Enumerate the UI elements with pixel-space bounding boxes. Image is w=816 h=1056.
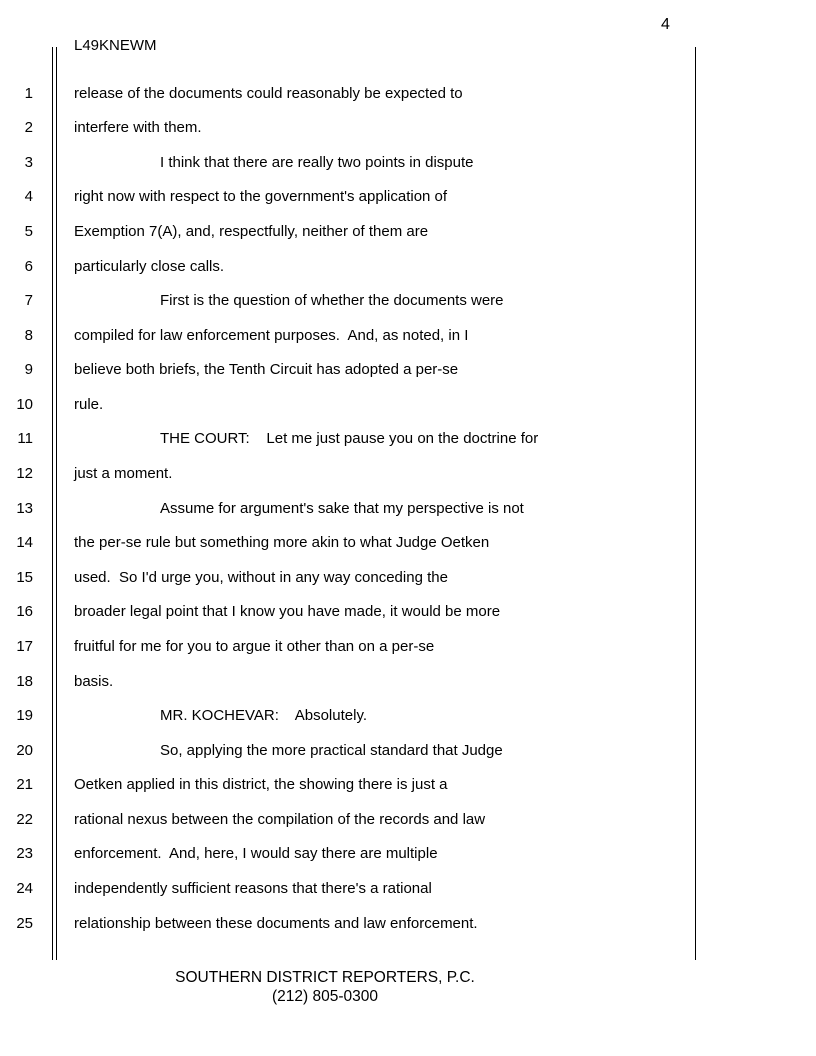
- line-text: rule.: [74, 396, 104, 413]
- line-text: the per-se rule but something more akin to what Judge Oetken: [74, 534, 490, 551]
- transcript-line: [0, 327, 700, 347]
- line-number: 16: [16, 603, 33, 620]
- transcript-line: [0, 430, 700, 450]
- transcript-line: [0, 465, 700, 485]
- transcript-line: [0, 880, 700, 900]
- line-number: 15: [16, 569, 33, 586]
- transcript-line: [0, 223, 700, 243]
- line-text: So, applying the more practical standard that Judge: [160, 742, 503, 759]
- line-text: fruitful for me for you to argue it other than on a per-se: [74, 638, 435, 655]
- line-number: 3: [24, 154, 33, 171]
- line-text: particularly close calls.: [74, 258, 225, 275]
- line-number: 4: [24, 188, 33, 205]
- line-text: independently sufficient reasons that there's a rational: [74, 880, 432, 897]
- line-text: MR. KOCHEVAR: Absolutely.: [160, 707, 368, 724]
- line-number: 18: [16, 673, 33, 690]
- line-text: I think that there are really two points in dispute: [160, 154, 474, 171]
- line-number: 11: [17, 430, 33, 447]
- line-text: believe both briefs, the Tenth Circuit has adopted a per-se: [74, 361, 459, 378]
- line-text: interfere with them.: [74, 119, 202, 136]
- line-number: 6: [24, 258, 33, 275]
- line-number: 1: [24, 85, 33, 102]
- transcript-line: [0, 258, 700, 278]
- transcript-line: [0, 500, 700, 520]
- line-number: 13: [16, 500, 33, 517]
- transcript-line: [0, 119, 700, 139]
- transcript-line: [0, 707, 700, 727]
- line-text: rational nexus between the compilation of the records and law: [74, 811, 486, 828]
- line-text: First is the question of whether the documents were: [160, 292, 504, 309]
- line-text: basis.: [74, 673, 114, 690]
- line-number: 2: [24, 119, 33, 136]
- line-number: 21: [16, 776, 33, 793]
- line-number: 24: [16, 880, 33, 897]
- transcript-line: [0, 742, 700, 762]
- line-text: compiled for law enforcement purposes. And, as noted, in I: [74, 327, 469, 344]
- line-text: used. So I'd urge you, without in any way conceding the: [74, 569, 448, 586]
- transcript-line: [0, 603, 700, 623]
- line-number: 10: [16, 396, 33, 413]
- line-number: 17: [16, 638, 33, 655]
- line-text: release of the documents could reasonably be expected to: [74, 85, 463, 102]
- line-number: 5: [24, 223, 33, 240]
- line-text: relationship between these documents and law enforcement.: [74, 915, 478, 932]
- transcript-line: [0, 776, 700, 796]
- line-text: right now with respect to the government's application of: [74, 188, 448, 205]
- line-number: 8: [24, 327, 33, 344]
- line-text: broader legal point that I know you have made, it would be more: [74, 603, 501, 620]
- line-number: 12: [16, 465, 33, 482]
- line-number: 9: [24, 361, 33, 378]
- reporter-footer: [0, 968, 650, 1006]
- transcript-line: [0, 673, 700, 693]
- line-number: 23: [16, 845, 33, 862]
- transcript-line: [0, 811, 700, 831]
- page-number: 4: [661, 16, 670, 33]
- case-id: L49KNEWM: [74, 37, 157, 54]
- transcript-line: [0, 915, 700, 935]
- line-number: 25: [16, 915, 33, 932]
- line-text: enforcement. And, here, I would say there are multiple: [74, 845, 438, 862]
- transcript-line: [0, 396, 700, 416]
- transcript-line: [0, 85, 700, 105]
- transcript-line: [0, 361, 700, 381]
- line-number: 7: [24, 292, 33, 309]
- transcript-line: [0, 569, 700, 589]
- transcript-line: [0, 292, 700, 312]
- line-number: 19: [16, 707, 33, 724]
- transcript-line: [0, 154, 700, 174]
- reporter-phone: (212) 805-0300: [272, 988, 378, 1005]
- transcript-line: [0, 534, 700, 554]
- transcript-line: [0, 845, 700, 865]
- line-text: Exemption 7(A), and, respectfully, neither of them are: [74, 223, 429, 240]
- transcript-line: [0, 188, 700, 208]
- line-number: 22: [16, 811, 33, 828]
- line-text: THE COURT: Let me just pause you on the doctrine for: [160, 430, 539, 447]
- line-number: 20: [16, 742, 33, 759]
- line-text: just a moment.: [74, 465, 173, 482]
- reporter-name: SOUTHERN DISTRICT REPORTERS, P.C.: [175, 969, 475, 986]
- transcript-line: [0, 638, 700, 658]
- line-text: Assume for argument's sake that my perspective is not: [160, 500, 524, 517]
- line-number: 14: [16, 534, 33, 551]
- line-text: Oetken applied in this district, the showing there is just a: [74, 776, 448, 793]
